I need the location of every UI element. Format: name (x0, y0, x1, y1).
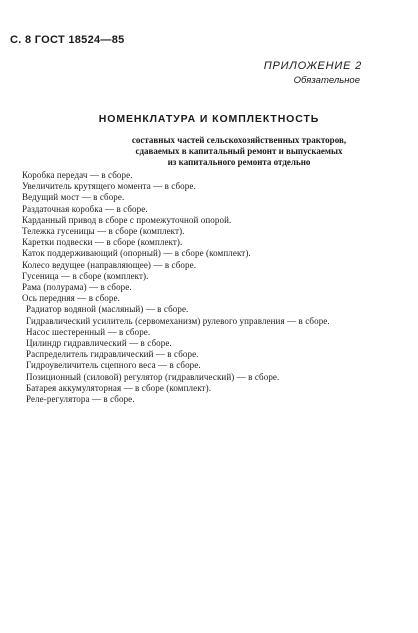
list-item: Распределитель гидравлический — в сборе. (26, 349, 199, 360)
subtitle-line: сдаваемых в капитальный ремонт и выпускаемых (135, 146, 343, 156)
list-item: Карданный привод в сборе с промежуточной опорой. (22, 214, 232, 225)
appendix-label (264, 60, 362, 86)
list-item: Ось передняя — в сборе. (22, 293, 120, 304)
list-item: Рама (полурама) — в сборе. (22, 282, 132, 293)
page-header: С. 8 ГОСТ 18524—85 (10, 34, 125, 46)
list-item: Радиатор водяной (масляный) — в сборе. (26, 304, 189, 315)
list-item: Каток поддерживающий (опорный) — в сборе (комплект). (22, 248, 251, 259)
subtitle-line: из капитального ремонта отдельно (167, 157, 311, 167)
list-item: Увеличитель крутящего момента — в сборе. (22, 181, 196, 192)
document-title: НОМЕНКЛАТУРА И КОМПЛЕКТНОСТЬ (98, 113, 320, 125)
list-item: Тележка гусеницы — в сборе (комплект). (22, 226, 185, 237)
list-item: Реле-регулятора — в сборе. (26, 394, 135, 405)
list-item: Батарея аккумуляторная — в сборе (комплект). (26, 382, 212, 393)
list-item: Гусеница — в сборе (комплект). (22, 270, 149, 281)
list-item: Каретки подвески — в сборе (комплект). (22, 237, 183, 248)
list-item: Ведущий мост — в сборе. (22, 192, 125, 203)
list-item: Позиционный (силовой) регулятор (гидравлический) — в сборе. (26, 371, 280, 382)
appendix-title: ПРИЛОЖЕНИЕ 2 (263, 60, 362, 72)
list-item: Гидравлический усилитель (сервомеханизм) рулевого управления — в сборе. (26, 315, 330, 326)
component-list (22, 170, 414, 405)
list-item: Раздаточная коробка — в сборе. (22, 203, 148, 214)
subtitle-line: составных частей сельскохозяйственных тракторов, (131, 135, 347, 145)
list-item: Колесо ведущее (направляющее) — в сборе. (22, 259, 197, 270)
list-item: Гидроувеличитель сцепного веса — в сборе. (26, 360, 201, 371)
appendix-note: Обязательное (293, 75, 360, 86)
list-item: Цилиндр гидравлический — в сборе. (26, 338, 172, 349)
list-item: Коробка передач — в сборе. (22, 170, 133, 180)
list-item: Насос шестеренный — в сборе. (26, 326, 151, 337)
document-subtitle (60, 135, 418, 168)
